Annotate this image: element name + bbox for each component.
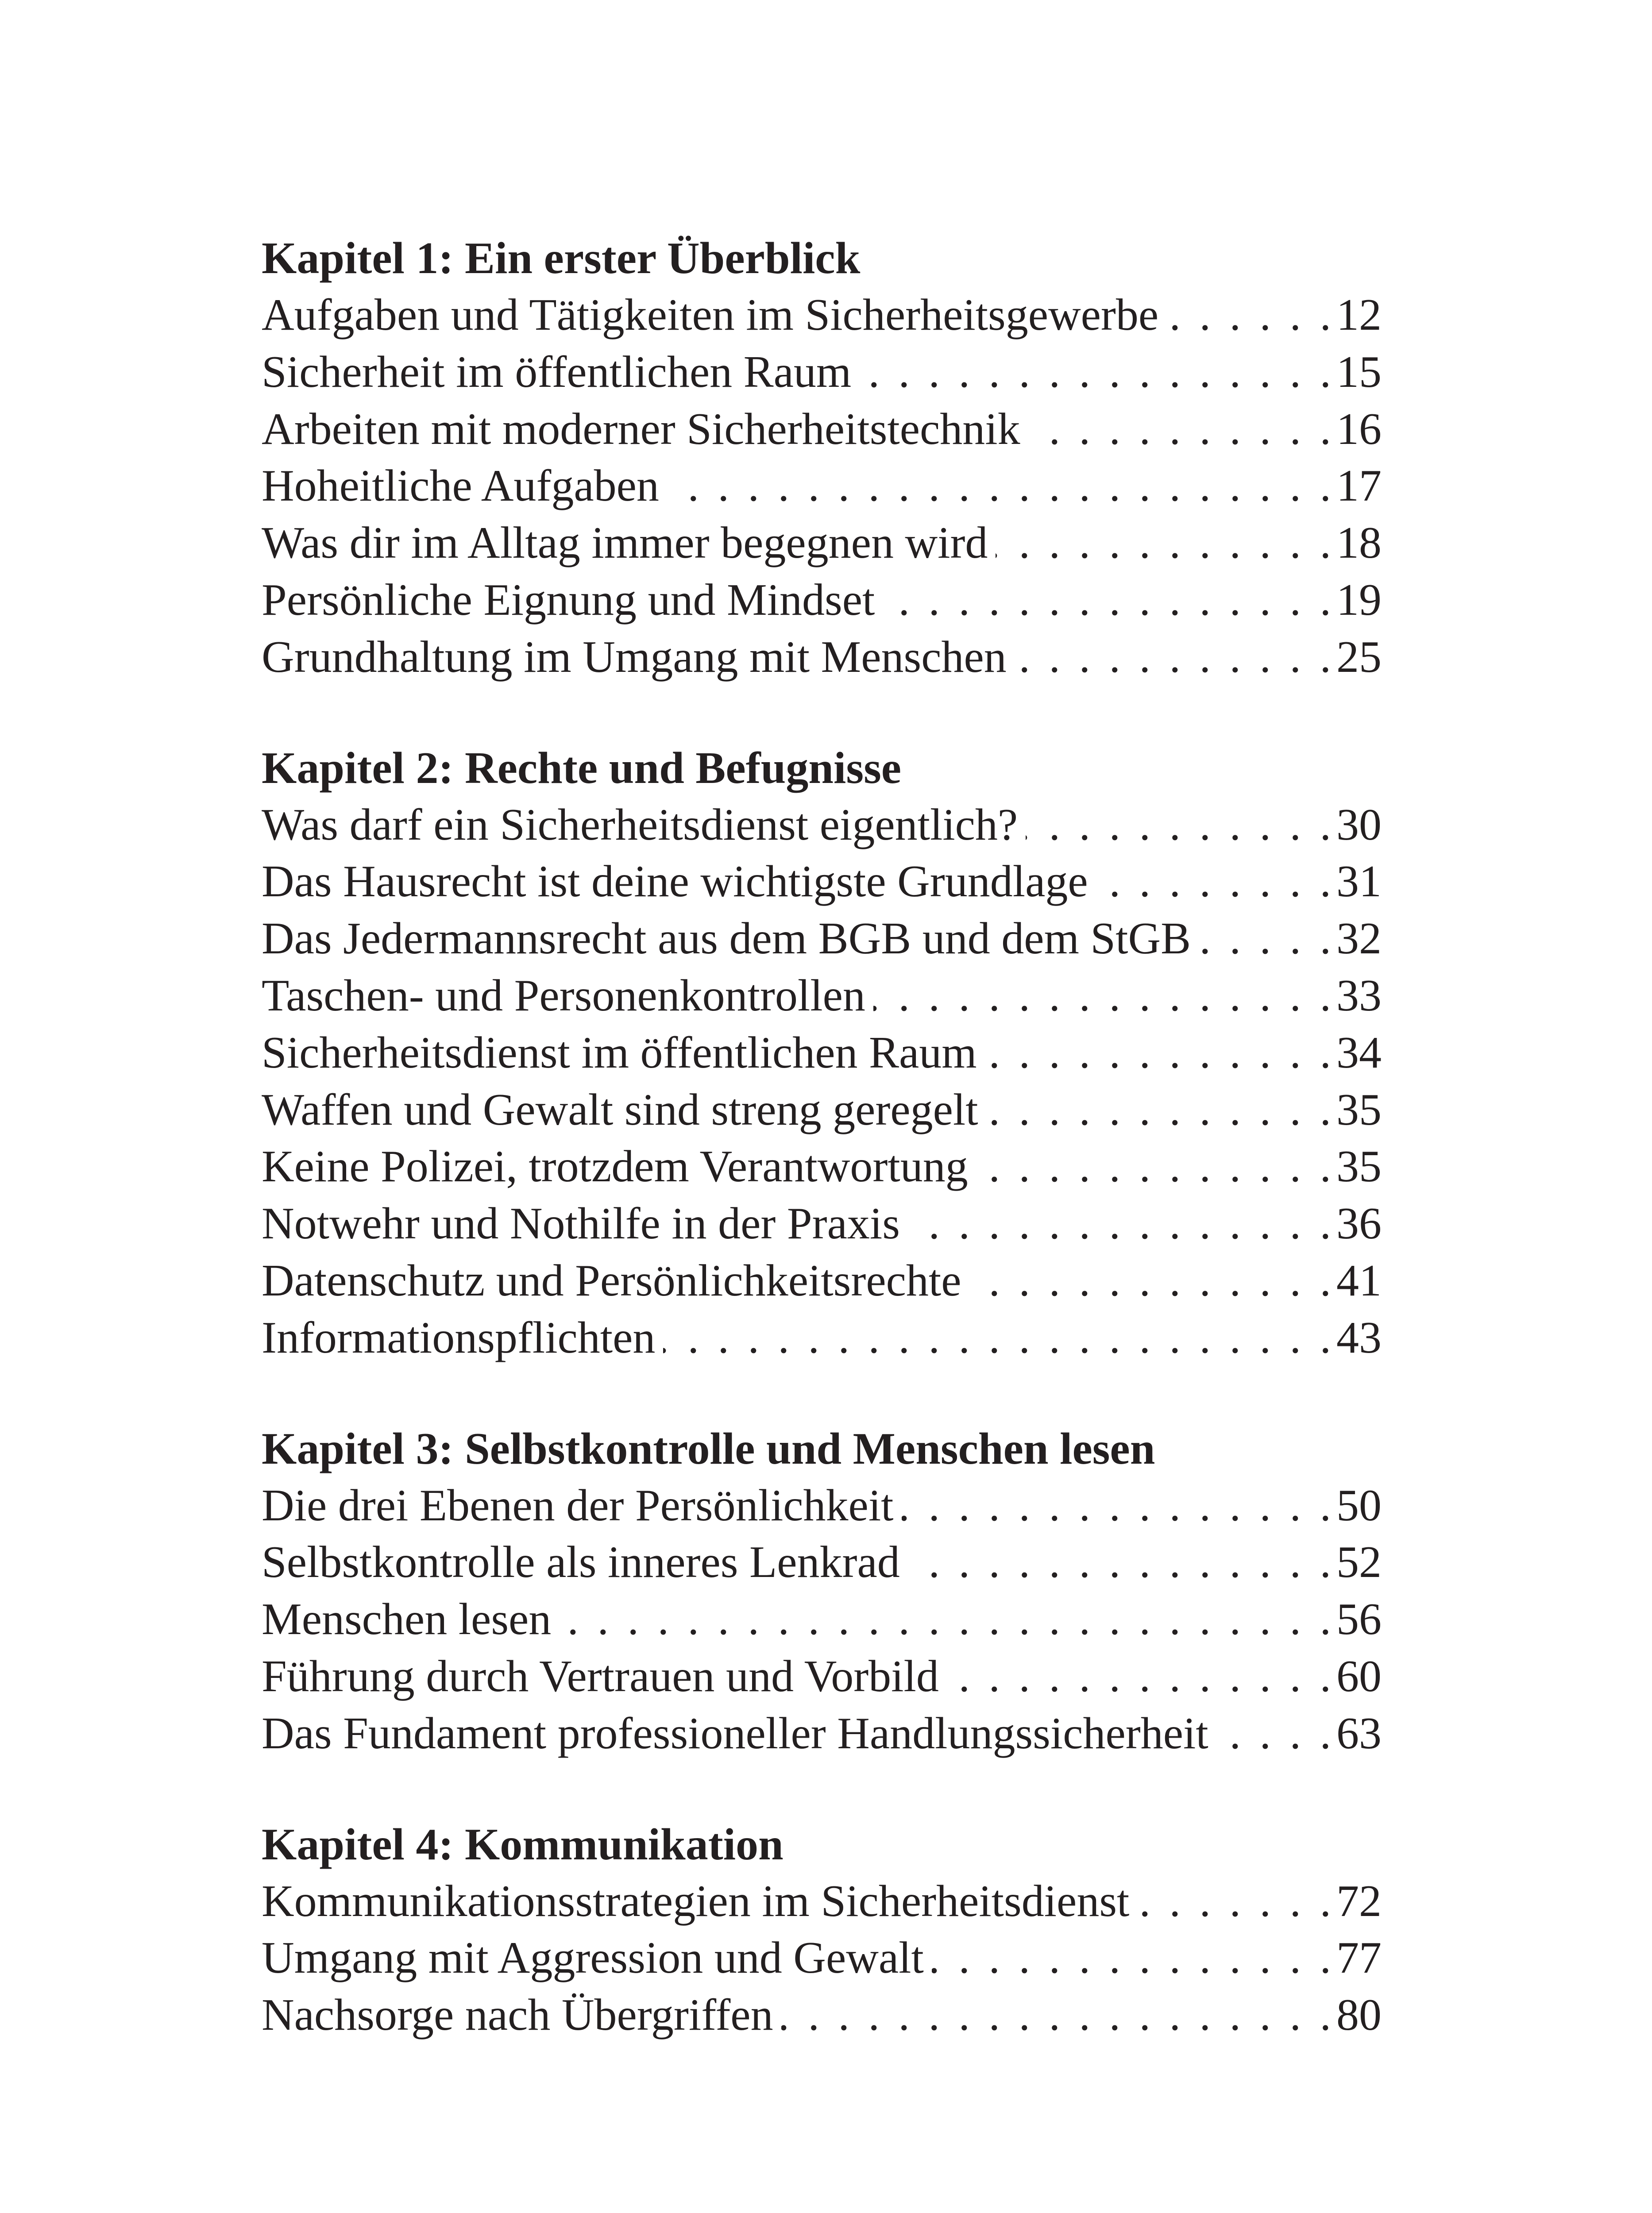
dot-leader [976, 1138, 1331, 1195]
dot-leader [1026, 797, 1331, 854]
toc-entry[interactable] [262, 1082, 1382, 1139]
entry-page-number: 33 [1336, 970, 1382, 1021]
chapter-4 [262, 1816, 1382, 2044]
entry-page-number: 32 [1336, 914, 1382, 964]
toc-entry[interactable] [262, 344, 1382, 401]
entry-page-number: 50 [1336, 1480, 1382, 1531]
toc-entry[interactable] [262, 1025, 1382, 1082]
entry-label: Nachsorge nach Übergriffen [262, 1990, 773, 2040]
entry-label: Das Fundament professioneller Handlungssicherheit [262, 1708, 1208, 1758]
dot-leader [986, 1082, 1331, 1139]
chapter-title: Kapitel 1: Ein erster Überblick [262, 233, 861, 283]
entry-label: Was darf ein Sicherheitsdienst eigentlich? [262, 799, 1018, 850]
entry-page-number: 31 [1336, 856, 1382, 907]
chapter-3 [262, 1421, 1382, 1762]
toc-entry[interactable] [262, 910, 1382, 968]
toc-entry[interactable] [262, 1310, 1382, 1367]
dot-leader [1028, 401, 1331, 458]
entry-page-number: 77 [1336, 1933, 1382, 1983]
entry-page-number: 41 [1336, 1255, 1382, 1306]
entry-label: Das Jedermannsrecht aus dem BGB und dem StGB [262, 914, 1191, 964]
entry-label: Aufgaben und Tätigkeiten im Sicherheitsgewerbe [262, 290, 1159, 340]
dot-leader [947, 1648, 1331, 1705]
dot-leader [559, 1591, 1331, 1648]
dot-leader [985, 1025, 1331, 1082]
entry-page-number: 72 [1336, 1876, 1382, 1926]
dot-leader [1137, 1873, 1331, 1930]
chapter-title: Kapitel 3: Selbstkontrolle und Menschen lesen [262, 1423, 1155, 1474]
entry-label: Arbeiten mit moderner Sicherheitstechnik [262, 404, 1020, 454]
toc-entry[interactable] [262, 1534, 1382, 1591]
entry-label: Waffen und Gewalt sind streng geregelt [262, 1084, 978, 1135]
toc-entry[interactable] [262, 1930, 1382, 1987]
entry-page-number: 25 [1336, 632, 1382, 682]
dot-leader [908, 1534, 1331, 1591]
entry-page-number: 60 [1336, 1651, 1382, 1701]
toc-entry[interactable] [262, 1477, 1382, 1534]
table-of-contents [262, 230, 1382, 2044]
dot-leader [1199, 910, 1331, 968]
entry-label: Führung durch Vertrauen und Vorbild [262, 1651, 939, 1701]
entry-page-number: 18 [1336, 518, 1382, 568]
toc-entry[interactable] [262, 1705, 1382, 1762]
toc-entry[interactable] [262, 853, 1382, 910]
dot-leader [1216, 1705, 1331, 1762]
chapter-2 [262, 740, 1382, 1367]
entry-label: Sicherheit im öffentlichen Raum [262, 347, 852, 397]
entry-page-number: 56 [1336, 1594, 1382, 1645]
toc-entry[interactable] [262, 401, 1382, 458]
entry-page-number: 19 [1336, 574, 1382, 625]
entry-label: Hoheitliche Aufgaben [262, 461, 659, 511]
entry-page-number: 52 [1336, 1537, 1382, 1588]
entry-label: Umgang mit Aggression und Gewalt [262, 1933, 924, 1983]
toc-entry[interactable] [262, 458, 1382, 515]
entry-page-number: 12 [1336, 290, 1382, 340]
entry-page-number: 15 [1336, 347, 1382, 397]
chapter-title: Kapitel 2: Rechte und Befugnisse [262, 743, 902, 793]
entry-label: Das Hausrecht ist deine wichtigste Grundlage [262, 856, 1088, 907]
dot-leader [667, 458, 1331, 515]
dot-leader [859, 344, 1331, 401]
entry-page-number: 16 [1336, 404, 1382, 454]
dot-leader [996, 515, 1331, 572]
dot-leader [908, 1195, 1331, 1253]
toc-entry[interactable] [262, 515, 1382, 572]
entry-label: Die drei Ebenen der Persönlichkeit [262, 1480, 894, 1531]
dot-leader [932, 1930, 1331, 1987]
toc-entry[interactable] [262, 1138, 1382, 1195]
entry-page-number: 80 [1336, 1990, 1382, 2040]
entry-page-number: 43 [1336, 1312, 1382, 1363]
toc-entry[interactable] [262, 968, 1382, 1025]
dot-leader [1015, 629, 1331, 686]
toc-entry[interactable] [262, 1873, 1382, 1930]
dot-leader [883, 572, 1331, 629]
entry-label: Informationspflichten [262, 1312, 656, 1363]
entry-page-number: 17 [1336, 461, 1382, 511]
dot-leader [902, 1477, 1331, 1534]
toc-entry[interactable] [262, 1253, 1382, 1310]
dot-leader [1166, 287, 1331, 344]
entry-label: Persönliche Eignung und Mindset [262, 574, 875, 625]
entry-label: Sicherheitsdienst im öffentlichen Raum [262, 1027, 977, 1078]
toc-entry[interactable] [262, 797, 1382, 854]
dot-leader [873, 968, 1331, 1025]
toc-entry[interactable] [262, 1987, 1382, 2044]
dot-leader [781, 1987, 1331, 2044]
chapter-title: Kapitel 4: Kommunikation [262, 1819, 784, 1870]
dot-leader [969, 1253, 1331, 1310]
toc-entry[interactable] [262, 1591, 1382, 1648]
entry-page-number: 63 [1336, 1708, 1382, 1758]
entry-label: Datenschutz und Persönlichkeitsrechte [262, 1255, 961, 1306]
dot-leader [663, 1310, 1331, 1367]
toc-entry[interactable] [262, 1648, 1382, 1705]
entry-page-number: 35 [1336, 1084, 1382, 1135]
toc-entry[interactable] [262, 572, 1382, 629]
entry-label: Was dir im Alltag immer begegnen wird [262, 518, 988, 568]
entry-label: Menschen lesen [262, 1594, 552, 1645]
entry-label: Selbstkontrolle als inneres Lenkrad [262, 1537, 900, 1588]
entry-label: Keine Polizei, trotzdem Verantwortung [262, 1141, 968, 1192]
toc-entry[interactable] [262, 629, 1382, 686]
entry-page-number: 34 [1336, 1027, 1382, 1078]
toc-entry[interactable] [262, 1195, 1382, 1253]
entry-label: Kommunikationsstrategien im Sicherheitsdienst [262, 1876, 1130, 1926]
entry-page-number: 30 [1336, 799, 1382, 850]
toc-entry[interactable] [262, 287, 1382, 344]
entry-label: Grundhaltung im Umgang mit Menschen [262, 632, 1007, 682]
dot-leader [1096, 853, 1331, 910]
entry-label: Taschen- und Personenkontrollen [262, 970, 865, 1021]
entry-page-number: 35 [1336, 1141, 1382, 1192]
entry-page-number: 36 [1336, 1199, 1382, 1249]
chapter-1 [262, 230, 1382, 686]
entry-label: Notwehr und Nothilfe in der Praxis [262, 1199, 900, 1249]
